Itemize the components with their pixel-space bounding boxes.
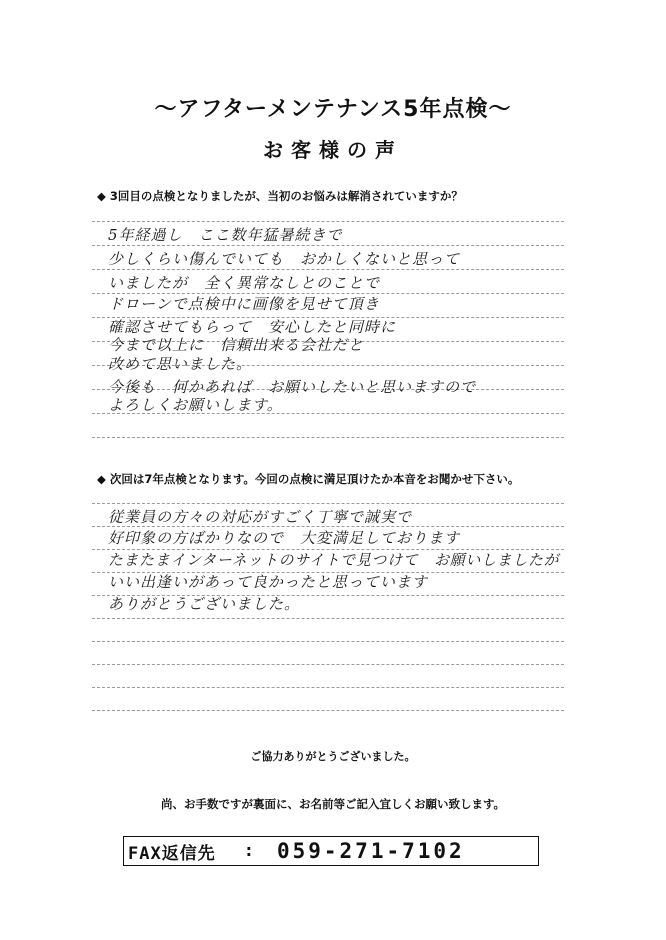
handwritten-answer-line: 改めて思いました。 bbox=[108, 355, 253, 373]
fax-separator: : bbox=[243, 841, 255, 861]
question-2: ◆ 次回は7年点検となります。今回の点検に満足頂けたか本音をお聞かせ下さい。 bbox=[97, 472, 520, 486]
thanks-message: ご協力ありがとうございました。 bbox=[250, 750, 416, 763]
handwritten-answer-line: いましたが 全く異常なしとのことで bbox=[108, 274, 381, 292]
handwritten-answer-line: ドローンで点検中に画像を見せて頂き bbox=[108, 295, 380, 313]
handwritten-answer-line: いい出逢いがあって良かったと思っています bbox=[108, 573, 428, 591]
answer-rule bbox=[92, 664, 564, 665]
answer-rule bbox=[92, 221, 564, 222]
handwritten-answer-line: 好印象の方ばかりなので 大変満足しております bbox=[108, 529, 461, 547]
handwritten-answer-line: 今まで以上に 信頼出来る会社だと bbox=[108, 336, 365, 354]
answer-rule bbox=[92, 503, 564, 504]
page-subtitle: お客様の声 bbox=[263, 138, 403, 162]
return-note: 尚、お手数ですが裏面に、お名前等ご記入宜しくお願い致します。 bbox=[160, 797, 506, 811]
page-title: 〜アフターメンテナンス5年点検〜 bbox=[154, 97, 512, 122]
handwritten-answer-line: 5年経過し ここ数年猛暑続きで bbox=[108, 226, 343, 244]
answer-rule bbox=[92, 641, 564, 642]
question-1: ◆ 3回目の点検となりましたが、当初のお悩みは解消されていますか？ bbox=[97, 189, 463, 203]
fax-box bbox=[123, 836, 539, 866]
answer-rule bbox=[92, 618, 564, 619]
answer-rule bbox=[92, 687, 564, 688]
fax-number: 059-271-7102 bbox=[276, 839, 465, 863]
answer-rule bbox=[92, 437, 564, 438]
handwritten-answer-line: たまたまインターネットのサイトで見つけて お願いしましたが bbox=[108, 551, 560, 569]
handwritten-answer-line: 少しくらい傷んでいても おかしくないと思って bbox=[108, 250, 461, 268]
handwritten-answer-line: ありがとうございました。 bbox=[108, 595, 301, 613]
handwritten-answer-line: 今後も 何かあれば お願いしたいと思いますので bbox=[108, 378, 477, 396]
answer-rule bbox=[92, 245, 564, 246]
answer-rule bbox=[92, 710, 564, 711]
handwritten-answer-line: よろしくお願いします。 bbox=[108, 396, 283, 414]
answer-rule bbox=[92, 269, 564, 270]
handwritten-answer-line: 従業員の方々の対応がすごく丁寧で誠実で bbox=[108, 508, 413, 526]
handwritten-answer-line: 確認させてもらって 安心したと同時に bbox=[108, 318, 397, 336]
fax-label: FAX返信先 bbox=[128, 843, 216, 864]
